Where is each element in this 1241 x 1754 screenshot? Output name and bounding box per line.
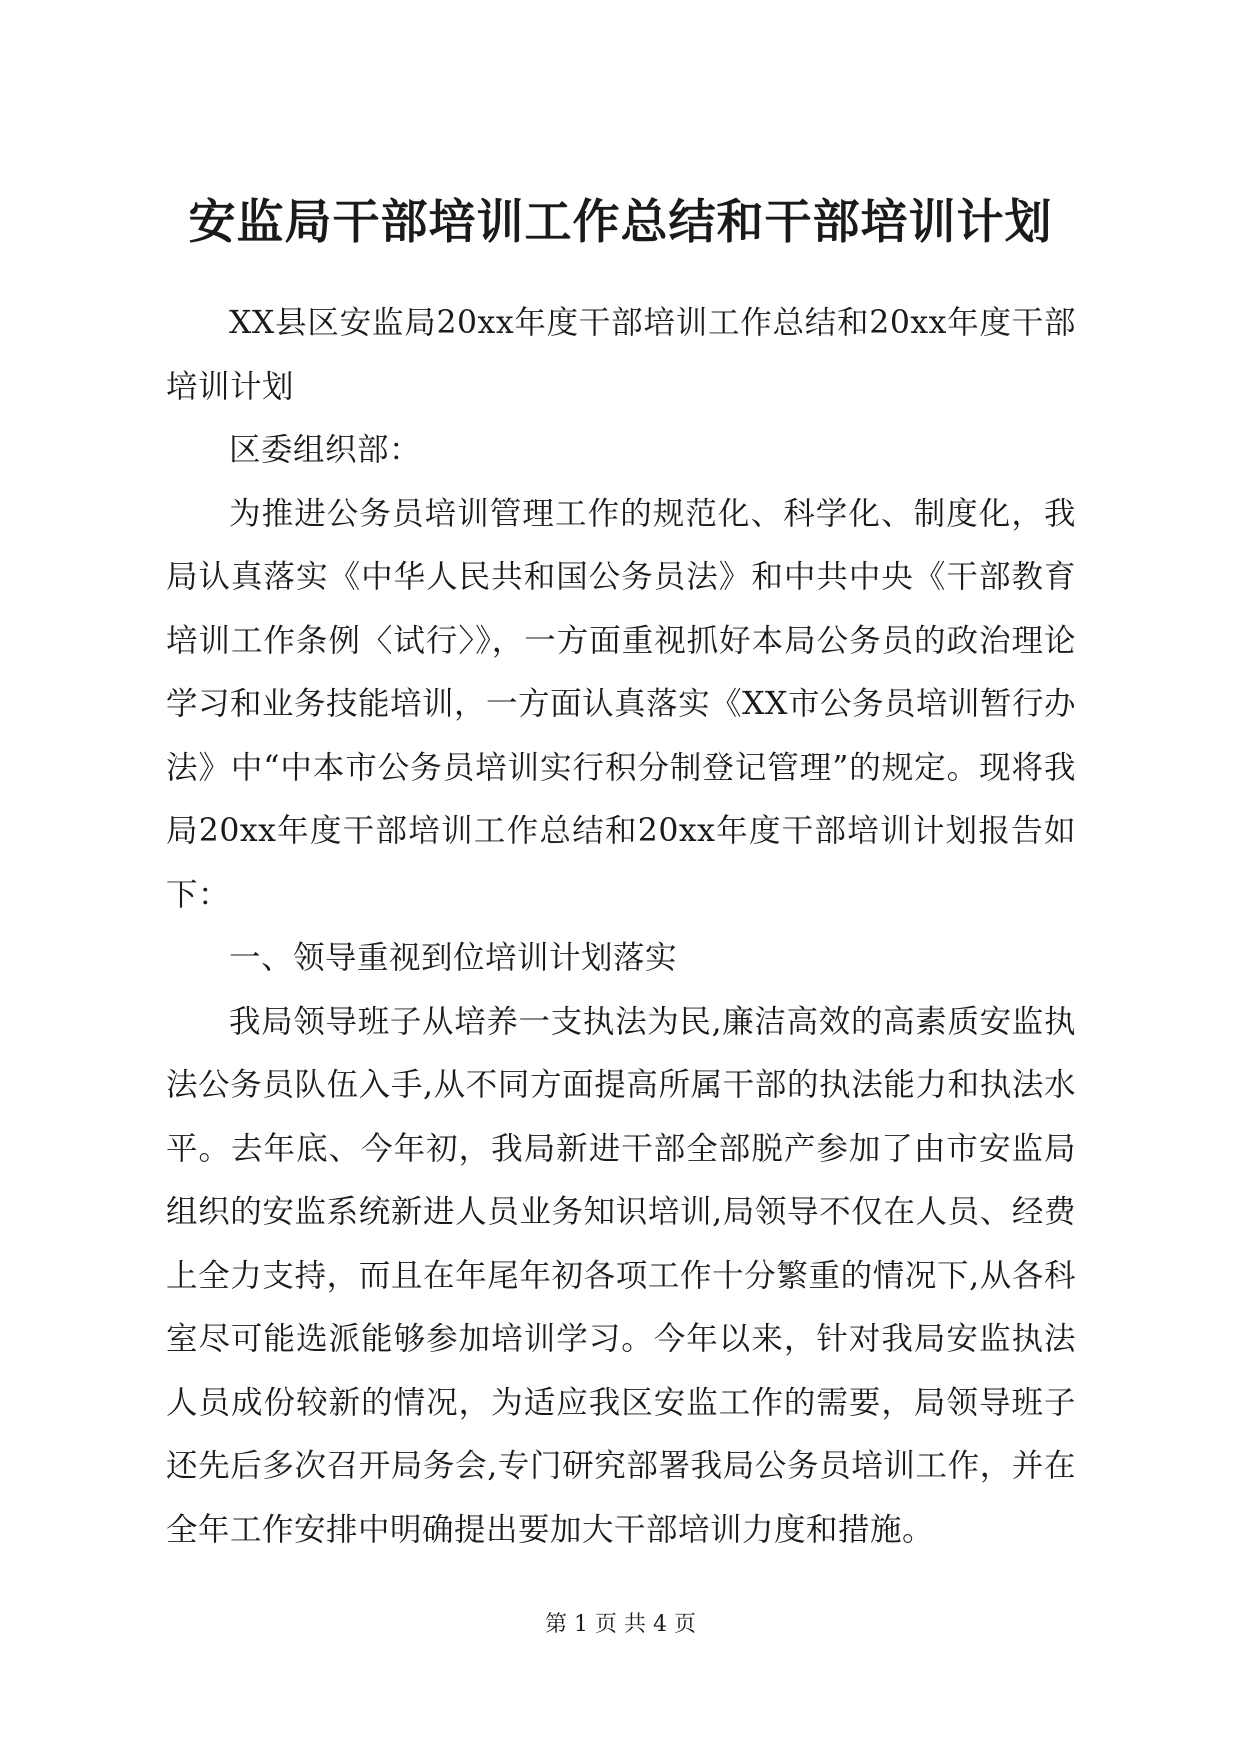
paragraph-salutation: 区委组织部： (229, 432, 422, 468)
page-indicator: 第 1 页 共 4 页 (545, 1612, 696, 1637)
paragraph-subtitle: XX县区安监局20xx年度干部培训工作总结和20xx年度干部培训计划 (166, 305, 1076, 405)
paragraph-section-1: 我局领导班子从培养一支执法为民,廉洁高效的高素质安监执法公务员队伍入手,从不同方面提高所属干部的执法能力和执法水平。去年底、今年初，我局新进干部全部脱产参加了由市安监局组织的安监系统新进人员业务知识培训,局领导不仅在人员、经费上全力支持，而且在年尾年初各项工作十分繁重的情况下,从各科室尽可能选派能够参加培训学习。今年以来，针对我局安监执法人员成份较新的情况，为适应我区安监工作的需要，局领导班子还先后多次召开局务会,专门研究部署我局公务员培训工作，并在全年工作安排中明确提出要加大干部培训力度和措施。 (166, 1003, 1076, 1548)
paragraph-intro: 为推进公务员培训管理工作的规范化、科学化、制度化，我局认真落实《中华人民共和国公务员法》和中共中央《干部教育培训工作条例〈试行〉》，一方面重视抓好本局公务员的政治理论学习和业务技能培训，一方面认真落实《XX市公务员培训暂行办法》中“中本市公务员培训实行积分制登记管理”的规定。现将我局20xx年度干部培训工作总结和20xx年度干部培训计划报告如下： (166, 495, 1076, 913)
document-body (166, 292, 1076, 1562)
document-title: 安监局干部培训工作总结和干部培训计划 (188, 195, 1053, 250)
section-heading-1: 一、领导重视到位培训计划落实 (229, 940, 678, 976)
